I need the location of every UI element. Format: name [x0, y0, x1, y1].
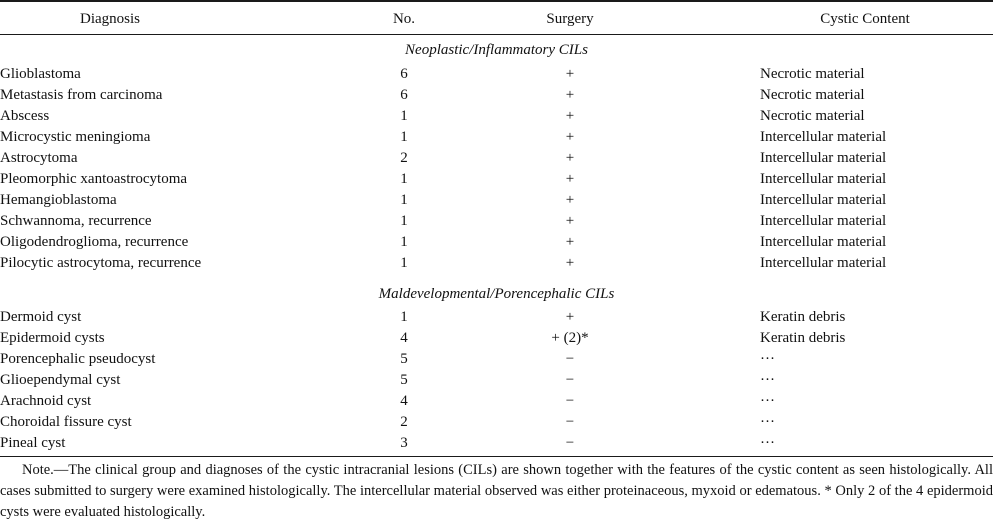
cell-surgery: +: [565, 234, 575, 250]
header-surgery: Surgery: [546, 11, 594, 27]
table-footnote: Note.—The clinical group and diagnoses of the cystic intracranial lesions (CILs) are shown together with the features of the cystic content as seen histologically. All cases submitted to surgery were examined histologically. The intercellular material observed was either proteinaceous, myxoid or edematous. * Only 2 of the 4 epidermoid cysts were evaluated histologically.: [0, 462, 993, 520]
table-row: [0, 433, 993, 454]
cell-content: Intercellular material: [760, 213, 887, 229]
cell-diagnosis: Microcystic meningioma: [0, 129, 151, 145]
table-row: [0, 253, 993, 274]
cell-diagnosis: Glioblastoma: [0, 66, 81, 82]
header-no: No.: [392, 11, 416, 27]
table-row: [0, 412, 993, 433]
table-row: [0, 190, 993, 211]
table-row: [0, 232, 993, 253]
cell-no: 1: [400, 129, 408, 145]
cell-no: 1: [400, 309, 408, 325]
cell-content: Intercellular material: [760, 255, 887, 271]
table-row: [0, 370, 993, 391]
cell-no: 2: [400, 150, 408, 166]
cell-no: 5: [400, 351, 408, 367]
cell-content: Intercellular material: [760, 234, 887, 250]
header-rule: [0, 34, 993, 35]
cell-no: 4: [400, 330, 408, 346]
cell-diagnosis: Choroidal fissure cyst: [0, 414, 132, 430]
table-row: [0, 106, 993, 127]
cell-surgery: +: [565, 108, 575, 124]
cell-surgery: −: [565, 414, 575, 430]
cell-surgery: −: [565, 393, 575, 409]
cell-content: Keratin debris: [760, 330, 846, 346]
cell-diagnosis: Metastasis from carcinoma: [0, 87, 163, 103]
header-row: [0, 9, 993, 30]
cell-surgery: +: [565, 150, 575, 166]
cell-surgery: +: [565, 255, 575, 271]
cell-no: 6: [400, 87, 408, 103]
cell-content: Intercellular material: [760, 171, 887, 187]
cell-diagnosis: Epidermoid cysts: [0, 330, 105, 346]
cell-no: 1: [400, 234, 408, 250]
cell-diagnosis: Glioependymal cyst: [0, 372, 121, 388]
cell-no: 1: [400, 171, 408, 187]
cell-content: ···: [760, 393, 775, 409]
table-row: [0, 307, 993, 328]
group-title-maldevelopmental: Maldevelopmental/Porencephalic CILs: [378, 286, 615, 302]
cell-diagnosis: Arachnoid cyst: [0, 393, 92, 409]
cell-content: Necrotic material: [760, 108, 865, 124]
cell-diagnosis: Dermoid cyst: [0, 309, 82, 325]
cell-content: ···: [760, 414, 775, 430]
table-row: [0, 211, 993, 232]
header-diagnosis: Diagnosis: [80, 11, 140, 27]
cell-no: 1: [400, 108, 408, 124]
cell-content: Keratin debris: [760, 309, 846, 325]
cell-surgery: +: [565, 66, 575, 82]
cell-no: 3: [400, 435, 408, 451]
cell-no: 6: [400, 66, 408, 82]
cell-diagnosis: Abscess: [0, 108, 50, 124]
cell-surgery: +: [565, 309, 575, 325]
cell-diagnosis: Schwannoma, recurrence: [0, 213, 152, 229]
table-row: [0, 85, 993, 106]
cell-surgery: −: [565, 372, 575, 388]
table-row: [0, 349, 993, 370]
cell-no: 1: [400, 255, 408, 271]
cell-surgery: +: [565, 129, 575, 145]
cell-diagnosis: Pilocytic astrocytoma, recurrence: [0, 255, 202, 271]
cell-surgery: +: [565, 192, 575, 208]
cell-surgery: −: [565, 435, 575, 451]
group-title-neoplastic: Neoplastic/Inflammatory CILs: [405, 42, 588, 58]
cell-no: 4: [400, 393, 408, 409]
cell-content: Intercellular material: [760, 129, 887, 145]
cell-diagnosis: Astrocytoma: [0, 150, 78, 166]
cell-diagnosis: Oligodendroglioma, recurrence: [0, 234, 189, 250]
cell-diagnosis: Hemangioblastoma: [0, 192, 117, 208]
cell-diagnosis: Pineal cyst: [0, 435, 66, 451]
cell-no: 2: [400, 414, 408, 430]
bottom-rule: [0, 456, 993, 457]
cell-content: ···: [760, 372, 775, 388]
cell-diagnosis: Pleomorphic xantoastrocytoma: [0, 171, 188, 187]
cell-content: Necrotic material: [760, 87, 865, 103]
cell-content: Necrotic material: [760, 66, 865, 82]
cell-no: 1: [400, 213, 408, 229]
cell-diagnosis: Porencephalic pseudocyst: [0, 351, 156, 367]
cell-content: Intercellular material: [760, 150, 887, 166]
cell-content: ···: [760, 351, 775, 367]
cell-surgery: +: [565, 213, 575, 229]
cell-no: 5: [400, 372, 408, 388]
top-rule: [0, 0, 993, 2]
cell-surgery: −: [565, 351, 575, 367]
header-content: Cystic Content: [820, 11, 910, 27]
table-row: [0, 64, 993, 85]
cell-surgery: + (2)*: [551, 330, 589, 346]
cell-surgery: +: [565, 171, 575, 187]
cell-content: ···: [760, 435, 775, 451]
cell-surgery: +: [565, 87, 575, 103]
table-row: [0, 127, 993, 148]
cell-content: Intercellular material: [760, 192, 887, 208]
table-row: [0, 391, 993, 412]
table-row: [0, 169, 993, 190]
table-row: [0, 328, 993, 349]
table-row: [0, 148, 993, 169]
cell-no: 1: [400, 192, 408, 208]
